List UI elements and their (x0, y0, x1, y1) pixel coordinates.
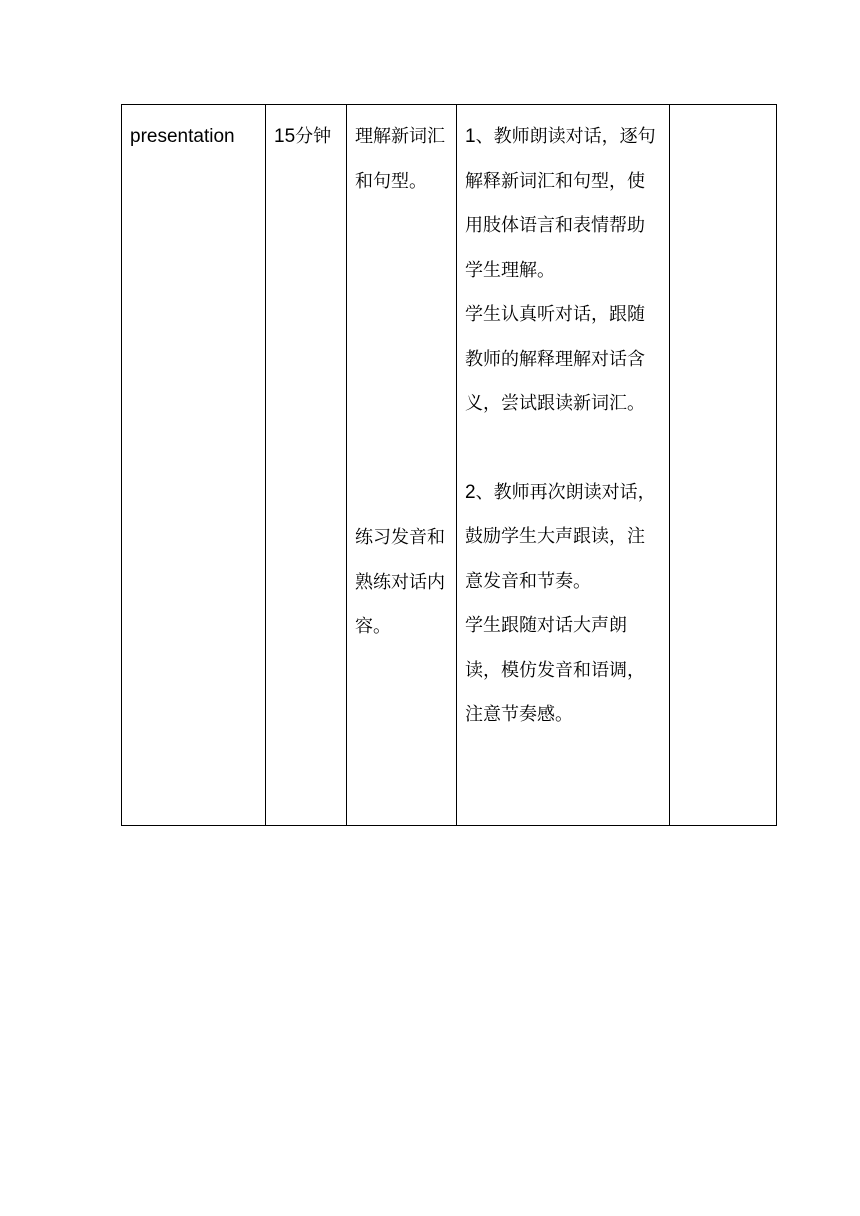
time-unit: 分钟 (295, 126, 332, 147)
lesson-plan-table (121, 104, 777, 826)
goal-2: 练习发音和熟练对话内容。 (355, 527, 445, 637)
stage-cell (122, 105, 266, 826)
table-row (122, 105, 777, 826)
goal-1: 理解新词汇和句型。 (355, 126, 445, 192)
goal-cell (347, 105, 457, 826)
activity-cell (457, 105, 670, 826)
stage-label: presentation (130, 126, 235, 147)
teacher-activity-2: 2、教师再次朗读对话，鼓励学生大声跟读，注意发音和节奏。 (465, 481, 656, 592)
notes-cell (670, 105, 777, 826)
student-activity-2: 学生跟随对话大声朗读，模仿发音和语调，注意节奏感。 (465, 615, 645, 725)
teacher-activity-1: 1、教师朗读对话，逐句解释新词汇和句型，使用肢体语言和表情帮助学生理解。 (465, 126, 656, 281)
student-activity-1: 学生认真听对话，跟随教师的解释理解对话含义，尝试跟读新词汇。 (465, 304, 645, 414)
time-number: 15 (274, 126, 296, 147)
time-cell (266, 105, 347, 826)
